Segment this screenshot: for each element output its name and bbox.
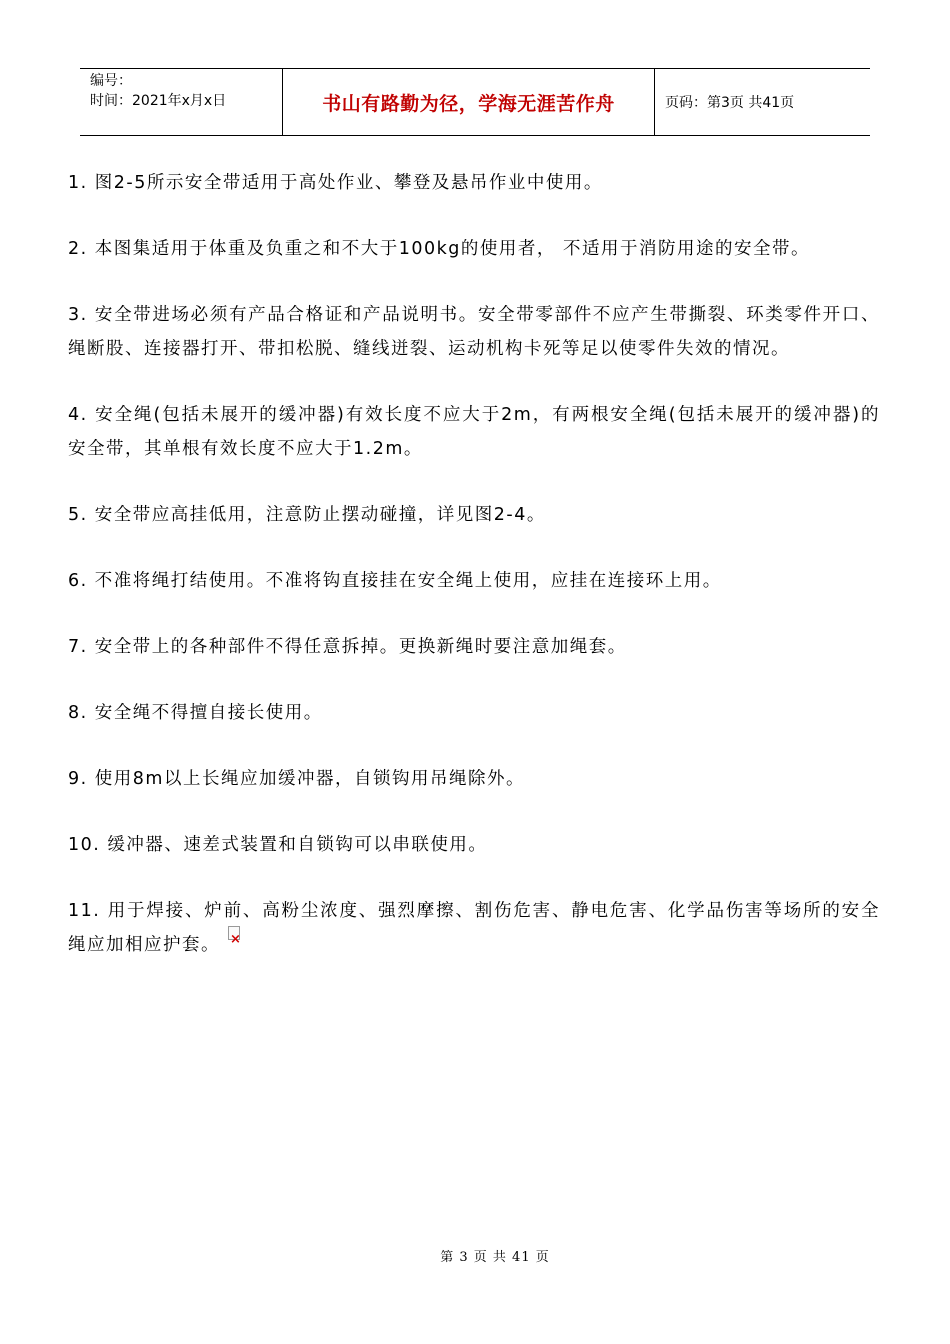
list-item-11-text: 11. 用于焊接、炉前、高粉尘浓度、强烈摩擦、割伤危害、静电危害、化学品伤害等场所的安全绳应加相应护套。 (68, 901, 880, 955)
header-meta-cell (80, 69, 283, 135)
document-body (68, 166, 880, 994)
list-item-4: 4. 安全绳(包括未展开的缓冲器)有效长度不应大于2m，有两根安全绳(包括未展开的缓冲器)的安全带，其单根有效长度不应大于1.2m。 (68, 405, 880, 459)
page-footer: 第 3 页 共 41 页 (440, 1250, 550, 1265)
list-item-8: 8. 安全绳不得擅自接长使用。 (68, 703, 323, 723)
header-page-cell (655, 69, 870, 135)
list-item-10: 10. 缓冲器、速差式装置和自锁钩可以串联使用。 (68, 835, 488, 855)
list-item-1: 1. 图2-5所示安全带适用于高处作业、攀登及悬吊作业中使用。 (68, 173, 603, 193)
header-page-info: 页码：第3页 共41页 (665, 95, 795, 111)
list-item-7: 7. 安全带上的各种部件不得任意拆掉。更换新绳时要注意加绳套。 (68, 637, 627, 657)
page-header (80, 68, 870, 136)
document-time-label: 时间：2021年x月x日 (90, 93, 227, 109)
list-item-2: 2. 本图集适用于体重及负重之和不大于100kg的使用者， 不适用于消防用途的安全带。 (68, 239, 810, 259)
header-motto: 书山有路勤为径，学海无涯苦作舟 (322, 92, 615, 115)
list-item-9: 9. 使用8m以上长绳应加缓冲器，自锁钩用吊绳除外。 (68, 769, 525, 789)
header-motto-cell (283, 69, 655, 135)
document-number-label: 编号： (90, 73, 132, 89)
list-item-5: 5. 安全带应高挂低用，注意防止摆动碰撞，详见图2-4。 (68, 505, 546, 525)
list-item-3: 3. 安全带进场必须有产品合格证和产品说明书。安全带零部件不应产生带撕裂、环类零件开口、绳断股、连接器打开、带扣松脱、缝线迸裂、运动机构卡死等足以使零件失效的情况。 (68, 305, 880, 359)
list-item-6: 6. 不准将绳打结使用。不准将钩直接挂在安全绳上使用，应挂在连接环上用。 (68, 571, 722, 591)
broken-image-icon (228, 926, 240, 940)
list-item-11 (68, 894, 880, 962)
